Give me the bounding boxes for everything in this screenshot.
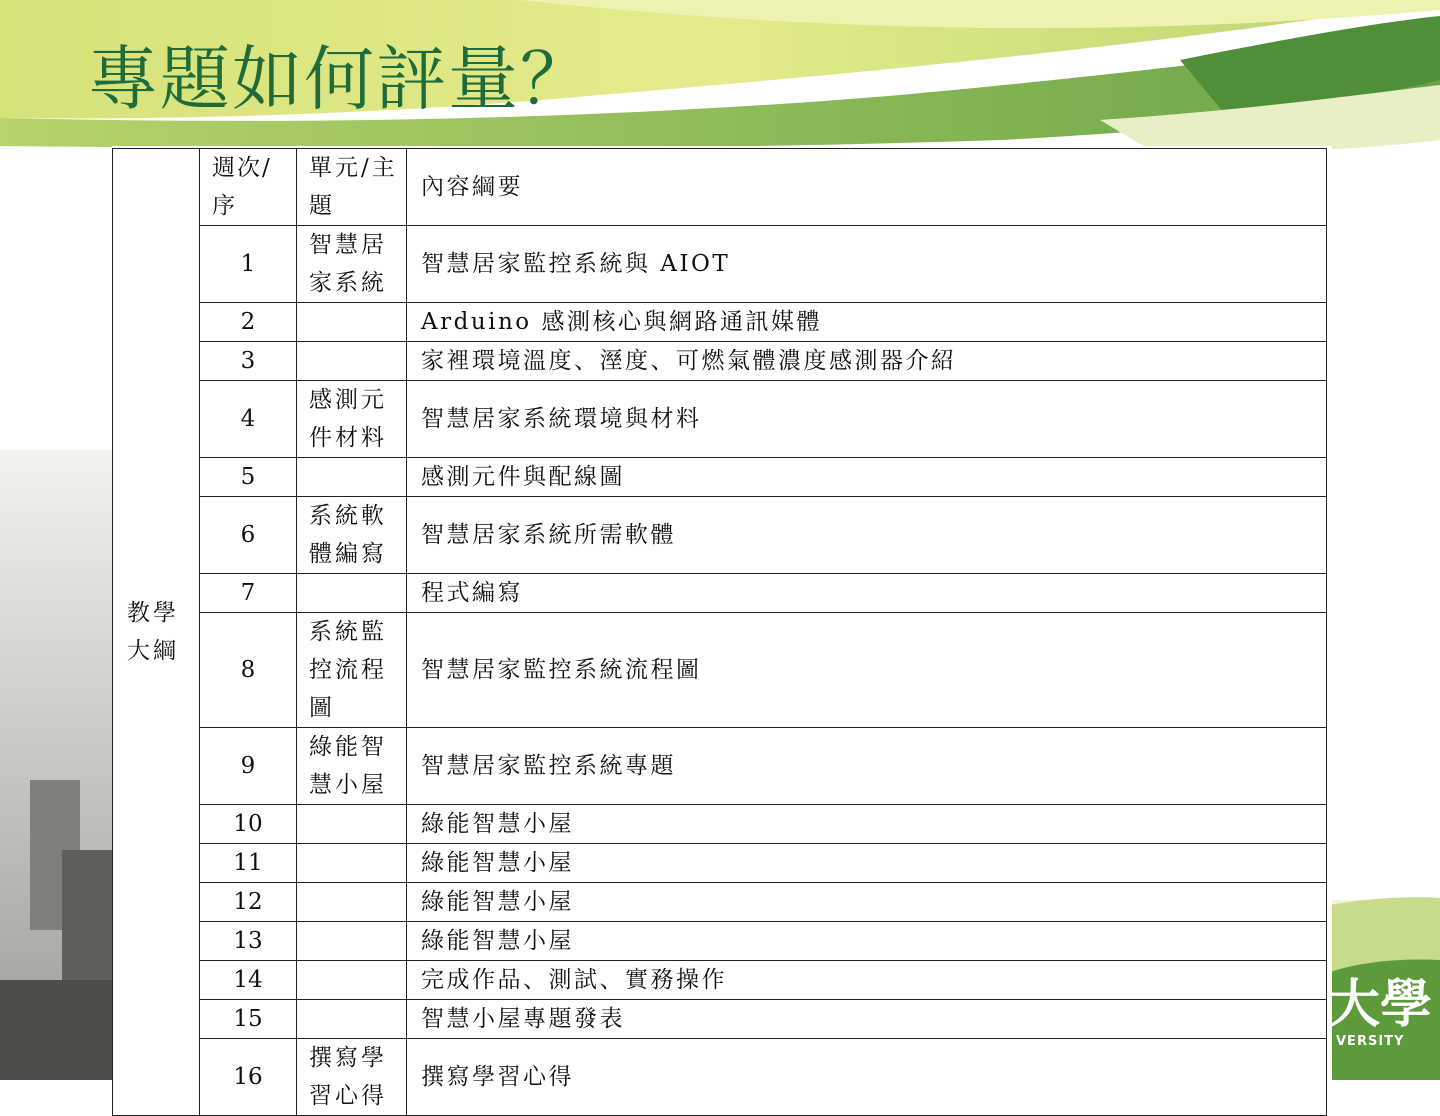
table-row <box>113 1039 1327 1116</box>
content-cell: 智慧居家監控系統與 AIOT <box>407 226 1327 303</box>
unit-cell <box>297 961 407 1000</box>
content-cell: 綠能智慧小屋 <box>407 844 1327 883</box>
table-row <box>113 728 1327 805</box>
header-content: 內容綱要 <box>407 149 1327 226</box>
content-cell: 完成作品、測試、實務操作 <box>407 961 1327 1000</box>
table-row <box>113 844 1327 883</box>
week-cell: 2 <box>200 303 297 342</box>
unit-cell <box>297 805 407 844</box>
unit-cell <box>297 1000 407 1039</box>
week-cell: 11 <box>200 844 297 883</box>
table-row <box>113 961 1327 1000</box>
content-cell: 智慧居家監控系統流程圖 <box>407 613 1327 728</box>
content-cell: 智慧居家系統環境與材料 <box>407 381 1327 458</box>
unit-cell: 感測元件材料 <box>297 381 407 458</box>
table-row <box>113 922 1327 961</box>
table-row <box>113 497 1327 574</box>
table-row <box>113 1000 1327 1039</box>
unit-cell <box>297 574 407 613</box>
week-cell: 7 <box>200 574 297 613</box>
week-cell: 14 <box>200 961 297 1000</box>
university-logo: 大學 <box>1328 975 1433 1035</box>
unit-cell <box>297 883 407 922</box>
week-cell: 16 <box>200 1039 297 1116</box>
syllabus-table <box>112 148 1327 1116</box>
week-cell: 12 <box>200 883 297 922</box>
content-cell: 家裡環境溫度、溼度、可燃氣體濃度感測器介紹 <box>407 342 1327 381</box>
content-cell: 智慧居家監控系統專題 <box>407 728 1327 805</box>
week-cell: 4 <box>200 381 297 458</box>
table-row <box>113 613 1327 728</box>
content-cell: Arduino 感測核心與網路通訊媒體 <box>407 303 1327 342</box>
header-unit: 單元/主題 <box>297 149 407 226</box>
table-row <box>113 342 1327 381</box>
week-cell: 8 <box>200 613 297 728</box>
table-row <box>113 303 1327 342</box>
header-week: 週次/序 <box>200 149 297 226</box>
table-row <box>113 574 1327 613</box>
content-cell: 撰寫學習心得 <box>407 1039 1327 1116</box>
week-cell: 1 <box>200 226 297 303</box>
university-logo-subtext: VERSITY <box>1336 1034 1405 1049</box>
week-cell: 3 <box>200 342 297 381</box>
week-cell: 10 <box>200 805 297 844</box>
slide-title: 專題如何評量？ <box>88 38 592 120</box>
table-row <box>113 883 1327 922</box>
table-row <box>113 226 1327 303</box>
unit-cell: 系統軟體編寫 <box>297 497 407 574</box>
unit-cell: 撰寫學習心得 <box>297 1039 407 1116</box>
content-cell: 智慧小屋專題發表 <box>407 1000 1327 1039</box>
unit-cell: 綠能智慧小屋 <box>297 728 407 805</box>
content-cell: 感測元件與配線圖 <box>407 458 1327 497</box>
content-cell: 智慧居家系統所需軟體 <box>407 497 1327 574</box>
unit-cell <box>297 844 407 883</box>
content-cell: 綠能智慧小屋 <box>407 805 1327 844</box>
week-cell: 9 <box>200 728 297 805</box>
syllabus-table-body <box>113 149 1327 1116</box>
syllabus-side-label: 教學大綱 <box>113 149 200 1116</box>
table-row <box>113 381 1327 458</box>
week-cell: 15 <box>200 1000 297 1039</box>
week-cell: 6 <box>200 497 297 574</box>
table-row <box>113 458 1327 497</box>
unit-cell <box>297 303 407 342</box>
unit-cell: 系統監控流程圖 <box>297 613 407 728</box>
unit-cell <box>297 458 407 497</box>
unit-cell <box>297 922 407 961</box>
week-cell: 13 <box>200 922 297 961</box>
content-cell: 程式編寫 <box>407 574 1327 613</box>
week-cell: 5 <box>200 458 297 497</box>
table-row <box>113 805 1327 844</box>
content-cell: 綠能智慧小屋 <box>407 883 1327 922</box>
unit-cell <box>297 342 407 381</box>
content-cell: 綠能智慧小屋 <box>407 922 1327 961</box>
unit-cell: 智慧居家系統 <box>297 226 407 303</box>
table-header-row <box>113 149 1327 226</box>
